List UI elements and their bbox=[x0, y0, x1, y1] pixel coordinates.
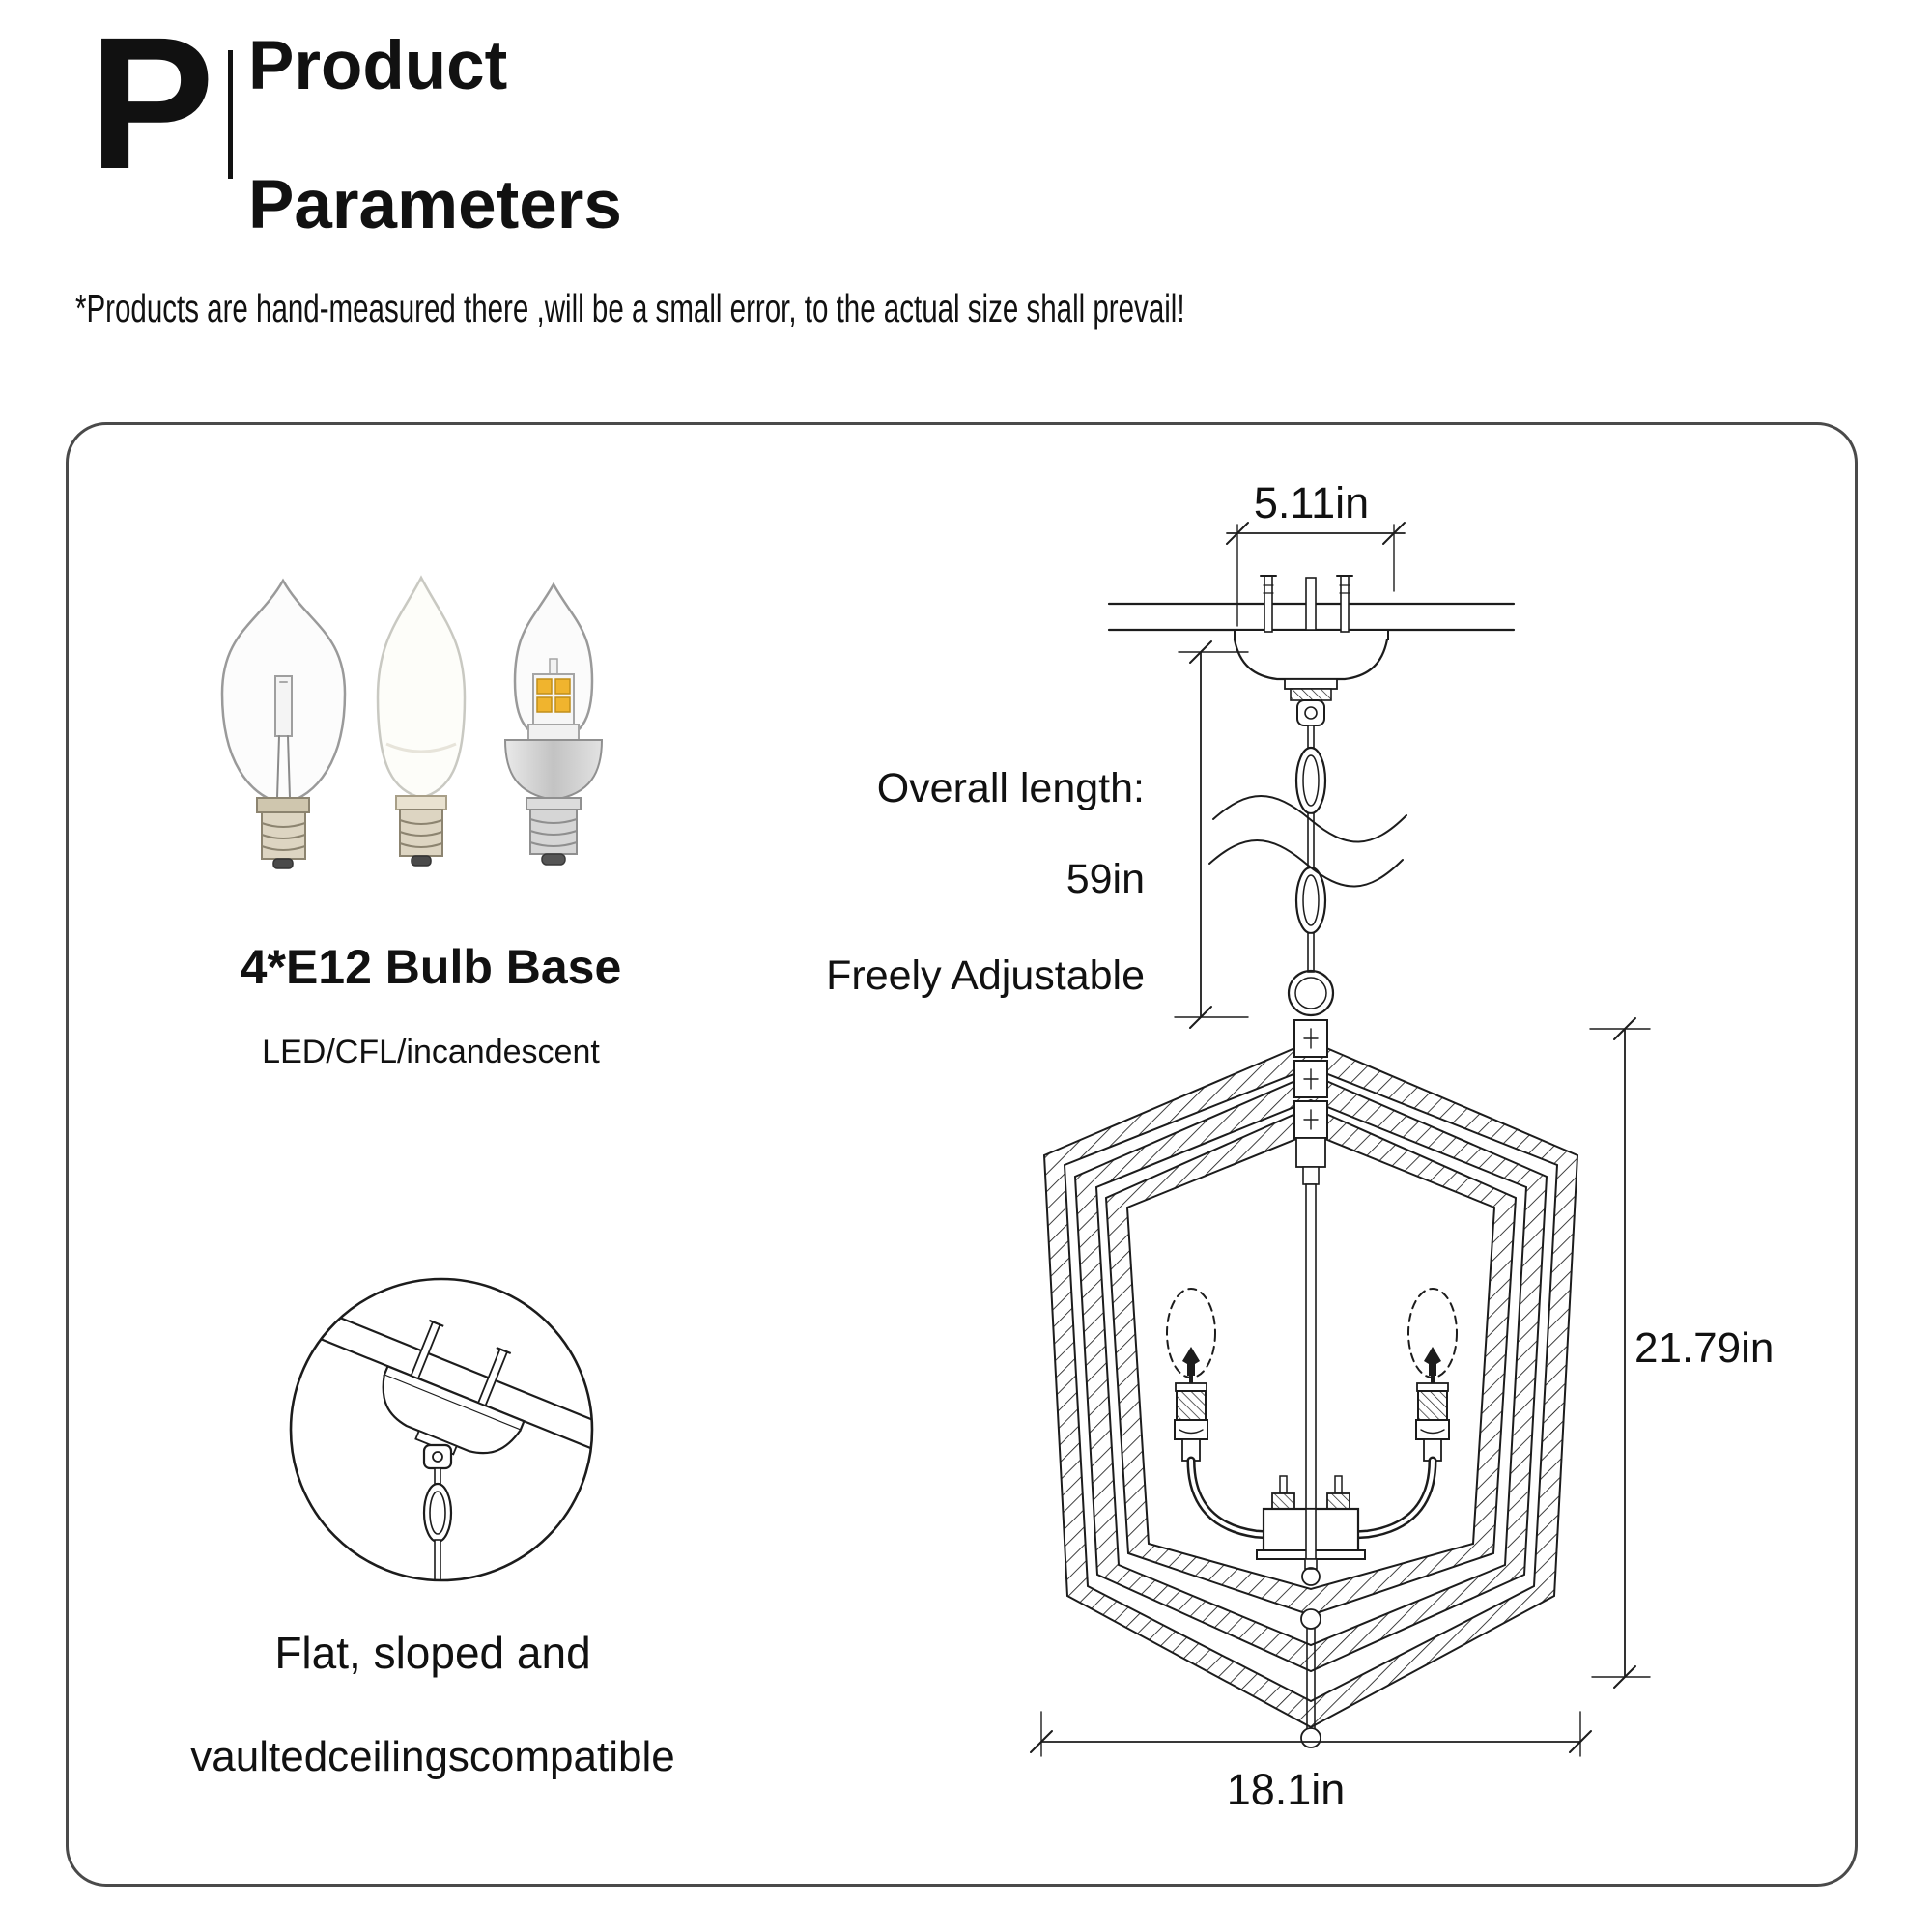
ceiling-detail-image bbox=[245, 1264, 673, 1586]
overall-length-value: 59in bbox=[1065, 856, 1145, 902]
chandelier-diagram bbox=[1031, 523, 1650, 1756]
fixture-height-label: 21.79in bbox=[1634, 1324, 1775, 1372]
bulb-type-subheading: LED/CFL/incandescent bbox=[262, 1034, 600, 1070]
overall-length-label: Overall length: bbox=[876, 765, 1145, 811]
disclaimer-text: *Products are hand-measured there ,will be a small error, to the actual size shall prevail! bbox=[75, 286, 1185, 330]
page-title-line1: Product bbox=[248, 28, 508, 104]
canopy bbox=[1235, 576, 1388, 725]
frame-connector bbox=[1294, 1020, 1327, 1509]
header-letter: P bbox=[89, 0, 212, 209]
bulb-base-heading: 4*E12 Bulb Base bbox=[240, 940, 622, 994]
ceiling-compat-line1: Flat, sloped and bbox=[274, 1628, 591, 1678]
led-bulb-image bbox=[505, 584, 602, 865]
center-rod bbox=[1306, 1184, 1316, 1509]
fixture-width-label: 18.1in bbox=[1226, 1765, 1346, 1814]
hanging-chain bbox=[1209, 725, 1406, 1015]
overall-length-note: Freely Adjustable bbox=[826, 952, 1145, 999]
dim-overall-length bbox=[1175, 641, 1248, 1028]
cfl-bulb-image bbox=[378, 578, 465, 866]
halogen-bulb-image bbox=[222, 581, 345, 868]
page-title-line2: Parameters bbox=[248, 167, 622, 243]
ceiling-compat-line2: vaultedceilingscompatible bbox=[190, 1733, 675, 1780]
canopy-width-label: 5.11in bbox=[1253, 478, 1370, 527]
